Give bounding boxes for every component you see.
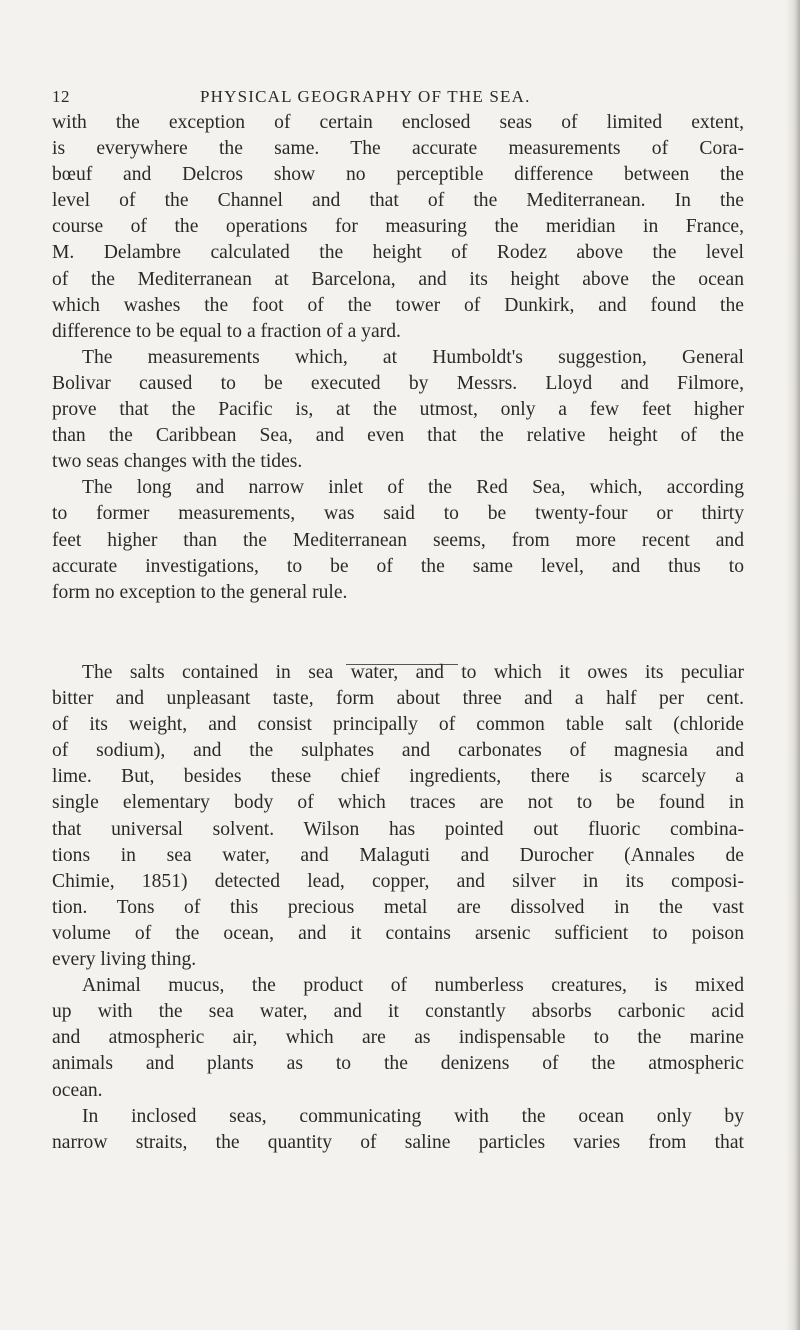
- text-line: which washes the foot of the tower of Dunkirk, and found the: [52, 294, 744, 316]
- text-line: M. Delambre calculated the height of Rodez above the level: [52, 242, 744, 264]
- text-line: Bolivar caused to be executed by Messrs. Lloyd and Filmore,: [52, 372, 744, 394]
- text-line: tion. Tons of this precious metal are dissolved in the vast: [52, 896, 744, 918]
- text-line: bitter and unpleasant taste, form about three and a half per cent.: [52, 688, 744, 710]
- text-line: form no exception to the general rule.: [52, 581, 348, 603]
- text-line: narrow straits, the quantity of saline particles varies from that: [52, 1131, 744, 1153]
- text-line: accurate investigations, to be of the same level, and thus to: [52, 555, 744, 577]
- text-line: tions in sea water, and Malaguti and Durocher (Annales de: [52, 844, 744, 866]
- text-line: In inclosed seas, communicating with the ocean only by: [82, 1105, 744, 1127]
- running-title: PHYSICAL GEOGRAPHY OF THE SEA.: [200, 87, 531, 106]
- page-number: 12: [52, 87, 70, 106]
- text-line: of its weight, and consist principally of common table salt (chloride: [52, 714, 744, 736]
- text-line: than the Caribbean Sea, and even that the relative height of the: [52, 425, 744, 447]
- paragraph: [52, 110, 744, 345]
- page-edge-shadow: [786, 0, 800, 1330]
- text-line: with the exception of certain enclosed seas of limited extent,: [52, 112, 744, 133]
- text-line: feet higher than the Mediterranean seems, from more recent and: [52, 529, 744, 551]
- text-line: The salts contained in sea water, and to which it owes its peculiar: [82, 662, 744, 683]
- text-line: every living thing.: [52, 949, 197, 971]
- text-line: Chimie, 1851) detected lead, copper, and silver in its composi-: [52, 870, 744, 892]
- text-line: of sodium), and the sulphates and carbonates of magnesia and: [52, 740, 744, 762]
- text-line: and atmospheric air, which are as indispensable to the marine: [52, 1027, 744, 1049]
- text-block-lower: [52, 660, 744, 1156]
- text-line: bœuf and Delcros show no perceptible difference between the: [52, 164, 744, 186]
- text-block-upper: [52, 110, 744, 606]
- text-line: course of the operations for measuring the meridian in France,: [52, 216, 744, 238]
- text-line: lime. But, besides these chief ingredients, there is scarcely a: [52, 766, 744, 788]
- text-line: ocean.: [52, 1079, 103, 1101]
- text-line: to former measurements, was said to be twenty-four or thirty: [52, 503, 744, 525]
- text-line: two seas changes with the tides.: [52, 451, 303, 473]
- paragraph: [52, 345, 744, 475]
- text-line: level of the Channel and that of the Mediterranean. In the: [52, 190, 744, 212]
- text-line: animals and plants as to the denizens of the atmospheric: [52, 1053, 744, 1075]
- paragraph: [52, 660, 744, 973]
- paragraph: [52, 475, 744, 605]
- text-line: single elementary body of which traces are not to be found in: [52, 792, 744, 814]
- text-line: The long and narrow inlet of the Red Sea, which, according: [82, 477, 744, 499]
- text-line: difference to be equal to a fraction of a yard.: [52, 320, 401, 342]
- text-line: of the Mediterranean at Barcelona, and its height above the ocean: [52, 268, 744, 290]
- text-line: that universal solvent. Wilson has pointed out fluoric combina-: [52, 818, 744, 840]
- text-line: prove that the Pacific is, at the utmost, only a few feet higher: [52, 399, 744, 421]
- paragraph: [52, 973, 744, 1103]
- text-line: The measurements which, at Humboldt's suggestion, General: [82, 346, 744, 368]
- text-line: is everywhere the same. The accurate measurements of Cora-: [52, 138, 744, 160]
- paragraph: [52, 1104, 744, 1156]
- text-line: up with the sea water, and it constantly absorbs carbonic acid: [52, 1001, 744, 1023]
- text-line: Animal mucus, the product of numberless creatures, is mixed: [82, 975, 744, 997]
- text-line: volume of the ocean, and it contains arsenic sufficient to poison: [52, 922, 744, 944]
- running-head: [52, 87, 742, 111]
